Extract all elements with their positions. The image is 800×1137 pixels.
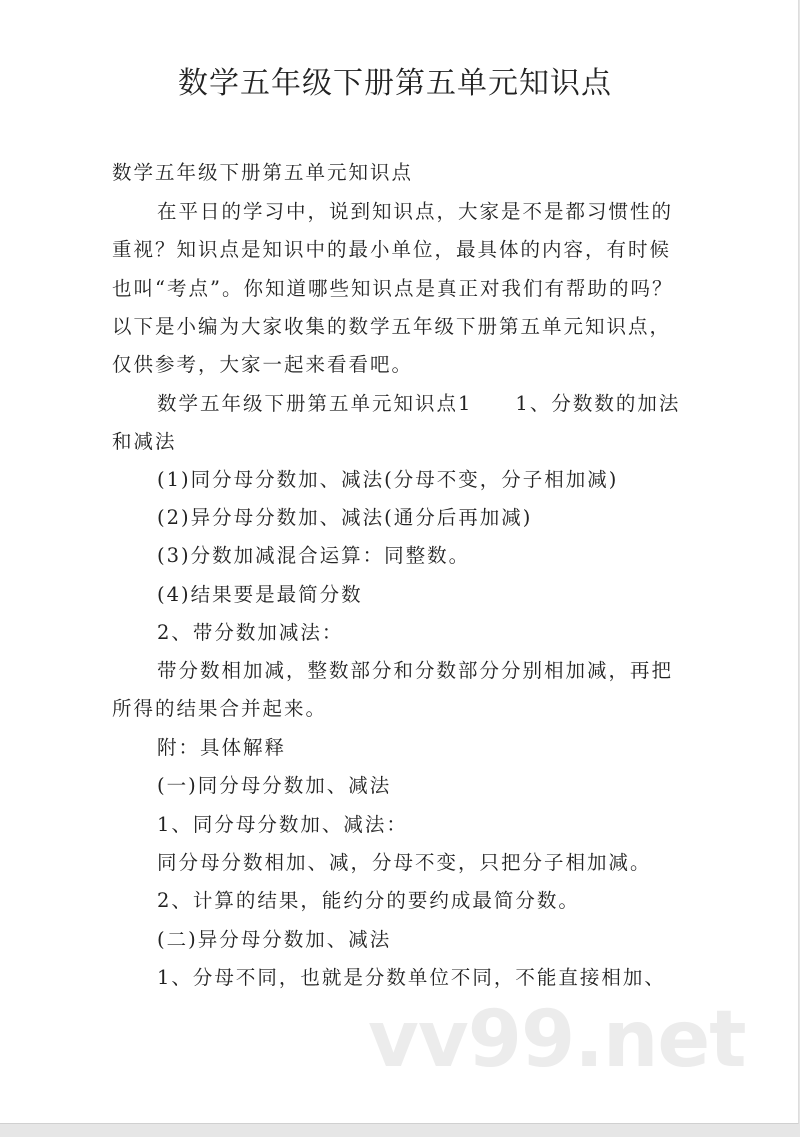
text-line: 在平日的学习中，说到知识点，大家是不是都习惯性的 (157, 200, 674, 223)
text-line: 重视？知识点是知识中的最小单位，最具体的内容，有时候 (112, 238, 672, 261)
subtitle: 数学五年级下册第五单元知识点 (112, 161, 414, 184)
text-line: (1)同分母分数加、减法(分母不变，分子相加减) (157, 468, 619, 491)
text-line: 2、带分数加减法： (157, 621, 344, 644)
text-line: 附：具体解释 (157, 736, 287, 759)
text-line: 以下是小编为大家收集的数学五年级下册第五单元知识点， (112, 315, 672, 338)
text-line: (2)异分母分数加、减法(通分后再加减) (157, 506, 533, 529)
text-line: 所得的结果合并起来。 (112, 697, 328, 720)
text-line: 仅供参考，大家一起来看看吧。 (112, 353, 414, 376)
text-line: 和减法 (112, 430, 177, 453)
text-line: 2、计算的结果，能约分的要约成最简分数。 (157, 889, 580, 912)
text-line: 也叫“考点”。你知道哪些知识点是真正对我们有帮助的吗？ (112, 277, 674, 300)
text-line: (二)异分母分数加、减法 (157, 928, 392, 951)
text-line: 1、分母不同，也就是分数单位不同，不能直接相加、 (157, 966, 666, 989)
text-line: 带分数相加减，整数部分和分数部分分别相加减，再把 (157, 659, 674, 682)
text-line: (4)结果要是最简分数 (157, 583, 363, 606)
text-line: 同分母分数相加、减，分母不变，只把分子相加减。 (157, 851, 652, 874)
document-title: 数学五年级下册第五单元知识点 (178, 66, 612, 101)
text-line: (一)同分母分数加、减法 (157, 774, 392, 797)
text-line: 1、同分母分数加、减法： (157, 813, 408, 836)
text-line: 数学五年级下册第五单元知识点1 1、分数数的加法 (157, 392, 681, 415)
watermark: vv99.net (368, 995, 746, 1085)
text-line: (3)分数加减混合运算：同整数。 (157, 544, 471, 567)
